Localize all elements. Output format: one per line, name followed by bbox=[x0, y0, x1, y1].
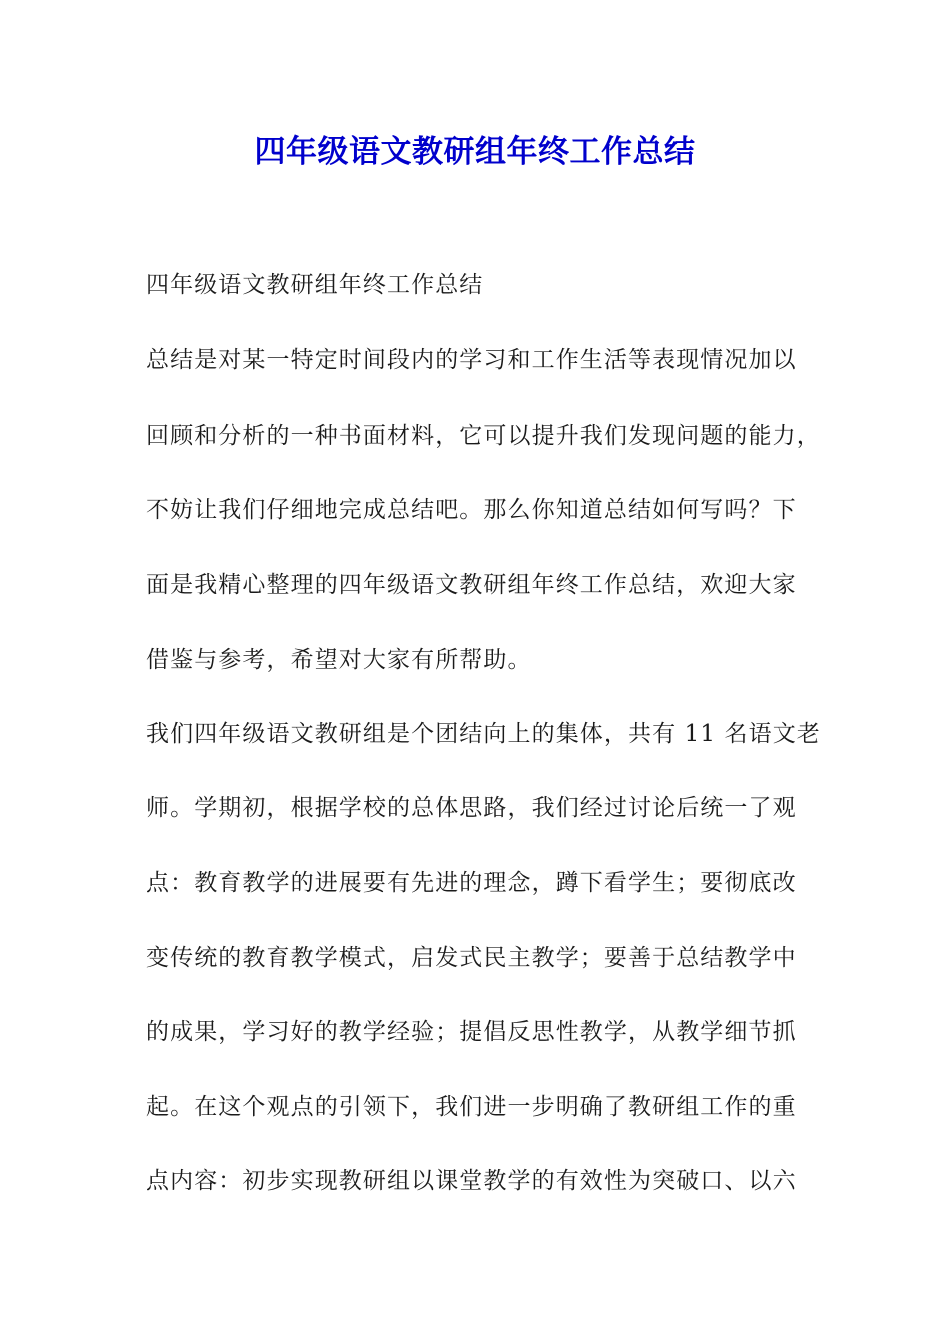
body-line-11: 起。在这个观点的引领下，我们进一步明确了教研组工作的重 bbox=[146, 1094, 797, 1120]
body-line-8: 点：教育教学的进展要有先进的理念，蹲下看学生；要彻底改 bbox=[146, 870, 797, 896]
body-line-12: 点内容：初步实现教研组以课堂教学的有效性为突破口、以六 bbox=[146, 1168, 797, 1194]
body-line-10: 的成果，学习好的教学经验；提倡反思性教学，从教学细节抓 bbox=[146, 1019, 797, 1045]
body-line-1: 总结是对某一特定时间段内的学习和工作生活等表现情况加以 bbox=[146, 347, 797, 373]
body-line-7: 师。学期初，根据学校的总体思路，我们经过讨论后统一了观 bbox=[146, 795, 797, 821]
document-subtitle: 四年级语文教研组年终工作总结 bbox=[146, 272, 484, 298]
body-line-6: 我们四年级语文教研组是个团结向上的集体，共有 11 名语文老 bbox=[146, 721, 821, 747]
body-line-4: 面是我精心整理的四年级语文教研组年终工作总结，欢迎大家 bbox=[146, 572, 797, 598]
body-line-3: 不妨让我们仔细地完成总结吧。那么你知道总结如何写吗？下 bbox=[146, 497, 797, 523]
body-line-5: 借鉴与参考，希望对大家有所帮助。 bbox=[146, 647, 532, 673]
document-title: 四年级语文教研组年终工作总结 bbox=[254, 134, 696, 170]
body-line-9: 变传统的教育教学模式，启发式民主教学；要善于总结教学中 bbox=[146, 945, 797, 971]
body-line-2: 回顾和分析的一种书面材料，它可以提升我们发现问题的能力， bbox=[146, 423, 821, 449]
